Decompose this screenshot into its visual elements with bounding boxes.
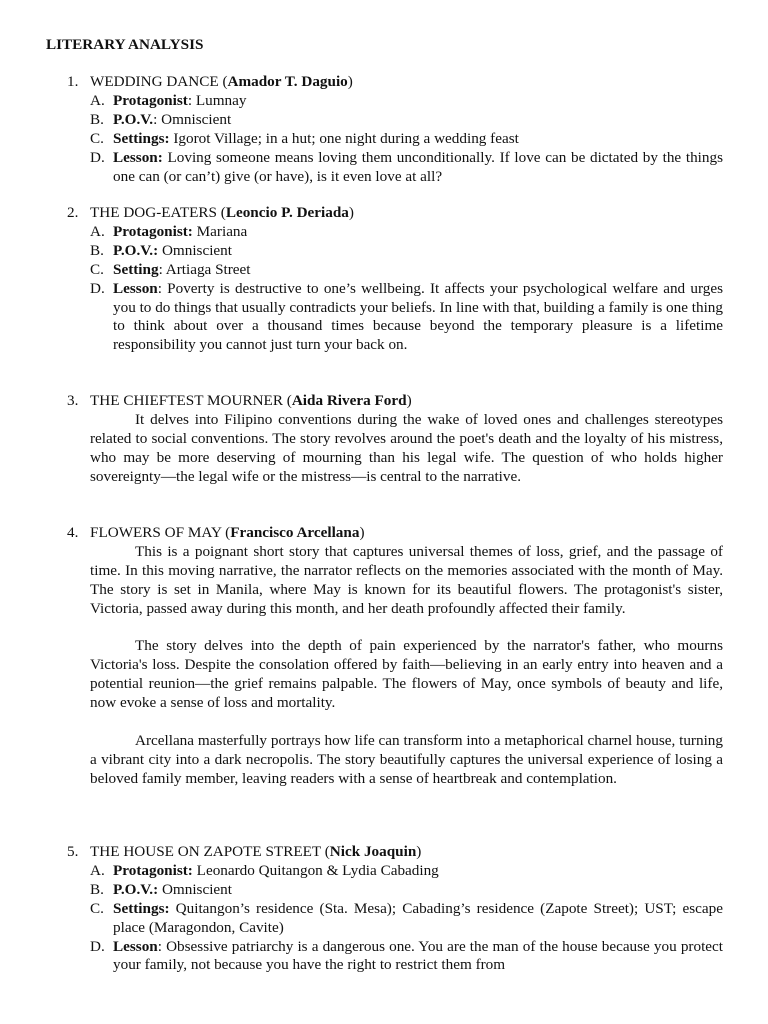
list-item: A. Protagonist: Lumnay xyxy=(90,91,247,109)
item-label: Protagonist: xyxy=(113,861,193,879)
story-title: THE DOG-EATERS ( xyxy=(90,204,226,221)
item-value: Obsessive patriarchy is a dangerous one. You are the man of the house because you protect your family, not because you have the right to restrict them from xyxy=(113,937,723,974)
body-paragraph: It delves into Filipino conventions during the wake of loved ones and challenges stereotypes related to social conventions. The story revolves around the poet's death and the loyalty of his mistress, who may be more deserving of mourning than his legal wife. The question of who holds higher sovereignty—the legal wife or the mistress—is central to the narrative. xyxy=(90,410,723,485)
item-label: Settings: xyxy=(113,899,170,917)
item-value: Omniscient xyxy=(161,241,232,259)
list-item: D. Lesson: Poverty is destructive to one’s wellbeing. It affects your psychological welfare and urges you to do things that usually contradicts your beliefs. In line with that, building a family is one thing to think about over a thousand times because beyond the temporary pleasure is a lifetime responsibility you cannot just turn your back on. xyxy=(90,279,723,354)
item-value: Omniscient xyxy=(161,110,232,128)
section-number: 5. xyxy=(67,843,79,860)
item-value: Artiaga Street xyxy=(165,260,251,278)
section-house-on-zapote-street xyxy=(67,843,723,975)
section-number: 3. xyxy=(67,392,79,409)
body-paragraph: This is a poignant short story that captures universal themes of loss, grief, and the passage of time. In this moving narrative, the narrator reflects on the memories associated with the month of May. The story is set in Manila, where May is known for its beautiful flowers. The protagonist's sister, Victoria, passed away during this month, and her death profoundly affected their family. xyxy=(90,542,723,617)
section-title: 2. THE DOG-EATERS (Leoncio P. Deriada) xyxy=(67,204,354,221)
item-value: Mariana xyxy=(196,222,248,240)
item-value: Omniscient xyxy=(161,880,232,898)
item-value: Igorot Village; in a hut; one night during a wedding feast xyxy=(173,129,519,147)
list-item: B. P.O.V.: Omniscient xyxy=(90,110,232,128)
item-value: Poverty is destructive to one’s wellbeing. It affects your psychological welfare and urges you to do things that usually contradicts your beliefs. In line with that, building a family is one thing to think about over a thousand times because beyond the temporary pleasure is a lifetime responsibility you cannot just turn your back on. xyxy=(113,279,723,354)
story-title: THE CHIEFTEST MOURNER ( xyxy=(90,392,292,409)
list-item: C. Settings: Quitangon’s residence (Sta. Mesa); Cabading’s residence (Zapote Street); UST; escape place (Maragondon, Cavite) xyxy=(90,899,723,936)
section-title: 3. THE CHIEFTEST MOURNER (Aida Rivera Ford) xyxy=(67,392,412,409)
section-title: 5. THE HOUSE ON ZAPOTE STREET (Nick Joaquin) xyxy=(67,843,422,860)
author-name: Leoncio P. Deriada xyxy=(225,204,349,221)
story-title: FLOWERS OF MAY ( xyxy=(90,524,231,541)
list-item: D. Lesson: Obsessive patriarchy is a dangerous one. You are the man of the house because you protect your family, not because you have the right to restrict them from xyxy=(90,937,723,974)
author-name: Nick Joaquin xyxy=(329,843,417,860)
section-flowers-of-may xyxy=(67,524,723,789)
list-item: C. Setting: Artiaga Street xyxy=(90,260,251,278)
section-wedding-dance xyxy=(67,73,723,186)
item-label: P.O.V.: xyxy=(113,880,159,898)
item-value: Leonardo Quitangon & Lydia Cabading xyxy=(196,861,439,879)
item-label: P.O.V. xyxy=(113,110,154,128)
section-number: 1. xyxy=(67,73,79,90)
section-dog-eaters xyxy=(67,204,723,355)
item-label: Protagonist: xyxy=(113,222,193,240)
item-value: Loving someone means loving them unconditionally. If love can be dictated by the things one can (or can’t) give (or have), is it even love at all? xyxy=(113,148,723,185)
story-title: WEDDING DANCE ( xyxy=(90,73,228,90)
list-item: A. Protagonist: Leonardo Quitangon & Lydia Cabading xyxy=(90,861,439,879)
list-item: A. Protagonist: Mariana xyxy=(90,222,248,240)
item-label: Lesson: xyxy=(113,148,163,166)
section-title: 4. FLOWERS OF MAY (Francisco Arcellana) xyxy=(67,524,365,541)
section-title: 1. WEDDING DANCE (Amador T. Daguio) xyxy=(67,73,353,90)
story-title: THE HOUSE ON ZAPOTE STREET ( xyxy=(90,843,330,860)
list-item: D. Lesson: Loving someone means loving them unconditionally. If love can be dictated by the things one can (or can’t) give (or have), is it even love at all? xyxy=(90,148,723,185)
item-value: Lumnay xyxy=(195,91,247,109)
item-label: Lesson xyxy=(113,937,158,955)
section-chieftest-mourner xyxy=(67,392,723,487)
author-name: Francisco Arcellana xyxy=(230,524,360,541)
author-name: Aida Rivera Ford xyxy=(291,392,407,409)
author-name: Amador T. Daguio xyxy=(227,73,348,90)
item-label: P.O.V.: xyxy=(113,241,159,259)
item-label: Settings: xyxy=(113,129,170,147)
list-item: B. P.O.V.: Omniscient xyxy=(90,880,232,898)
page-title: LITERARY ANALYSIS xyxy=(46,36,204,53)
section-number: 4. xyxy=(67,524,79,541)
item-label: Setting xyxy=(113,260,159,278)
item-label: Protagonist xyxy=(113,91,188,109)
section-number: 2. xyxy=(67,204,79,221)
item-value: Quitangon’s residence (Sta. Mesa); Cabading’s residence (Zapote Street); UST; escape place (Maragondon, Cavite) xyxy=(113,899,723,936)
list-item: C. Settings: Igorot Village; in a hut; one night during a wedding feast xyxy=(90,129,519,147)
list-item: B. P.O.V.: Omniscient xyxy=(90,241,232,259)
body-paragraph: The story delves into the depth of pain experienced by the narrator's father, who mourns Victoria's loss. Despite the consolation offered by faith—believing in an early entry into heaven and a potential reunion—the grief remains palpable. The flowers of May, once symbols of beauty and life, now evoke a sense of loss and mortality. xyxy=(90,637,723,712)
item-label: Lesson xyxy=(113,279,158,297)
body-paragraph: Arcellana masterfully portrays how life can transform into a metaphorical charnel house, turning a vibrant city into a dark necropolis. The story beautifully captures the universal experience of losing a beloved family member, leaving readers with a sense of heartbreak and contemplation. xyxy=(90,731,723,787)
